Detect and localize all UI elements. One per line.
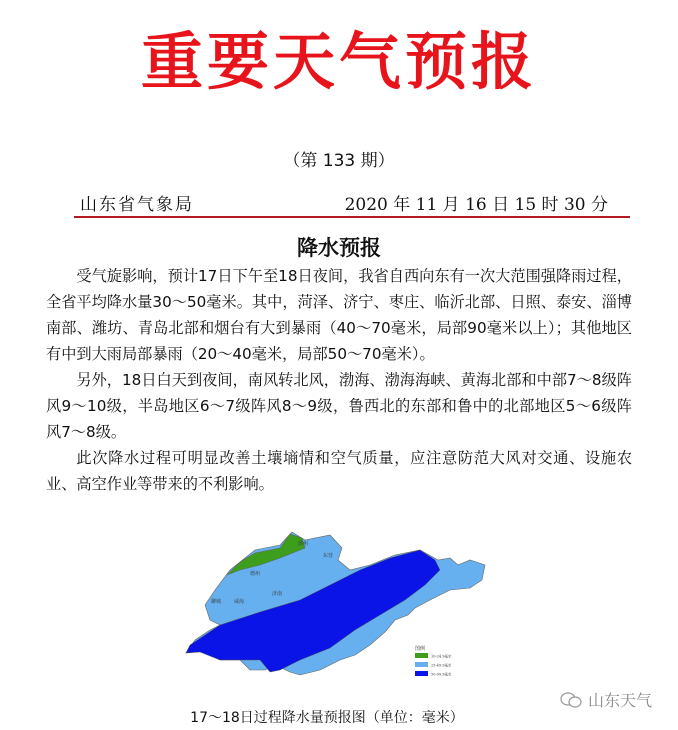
legend-swatch-dark-blue xyxy=(415,671,428,676)
paragraph: 受气旋影响，预计17日下午至18日夜间，我省自西向东有一次大范围强降雨过程，全省平均降水量30～50毫米。其中，菏泽、济宁、枣庄、临沂北部、日照、泰安、淄博南部、潍坊、青岛北部和烟台有大到暴雨（40～70毫米，局部90毫米以上）；其他地区有中到大雨局部暴雨（20～40毫米，局部50～70毫米）。 xyxy=(46,267,632,363)
legend-label: 50-99.9毫米 xyxy=(431,672,452,677)
watermark xyxy=(560,688,652,711)
legend-label: 10-24.9毫米 xyxy=(431,654,452,659)
legend-title: 图例 xyxy=(415,646,426,652)
legend-swatch-green xyxy=(415,653,428,658)
document-title: 重要天气预报 xyxy=(140,25,537,98)
city-label: 济南 xyxy=(272,591,283,597)
header-divider xyxy=(74,216,630,218)
section-heading: 降水预报 xyxy=(297,236,381,260)
paragraph: 此次降水过程可明显改善土壤墒情和空气质量，应注意防范大风对交通、设施农业、高空作业等带来的不利影响。 xyxy=(46,449,632,493)
wechat-icon xyxy=(560,691,582,709)
city-label: 东营 xyxy=(323,553,334,559)
legend-label: 25-49.9毫米 xyxy=(431,663,452,668)
map-caption: 17～18日过程降水量预报图（单位：毫米） xyxy=(190,710,464,726)
city-label: 聊城 xyxy=(211,599,222,605)
city-label: 威海 xyxy=(234,599,245,605)
city-label: 滨州 xyxy=(298,541,309,547)
precipitation-map xyxy=(180,520,500,690)
issue-number: （第 133 期） xyxy=(283,151,395,171)
issue-datetime: 2020 年 11 月 16 日 15 时 30 分 xyxy=(344,195,608,215)
issuing-agency: 山东省气象局 xyxy=(80,195,194,215)
watermark-text: 山东天气 xyxy=(588,691,653,710)
paragraph: 另外，18日白天到夜间，南风转北风，渤海、渤海海峡、黄海北部和中部7～8级阵风9～10级，半岛地区6～7级阵风8～9级，鲁西北的东部和鲁中的北部地区5～6级阵风7～8级。 xyxy=(46,371,632,441)
city-label: 德州 xyxy=(250,571,261,577)
legend-swatch-light-blue xyxy=(415,662,428,667)
forecast-body xyxy=(46,263,632,497)
